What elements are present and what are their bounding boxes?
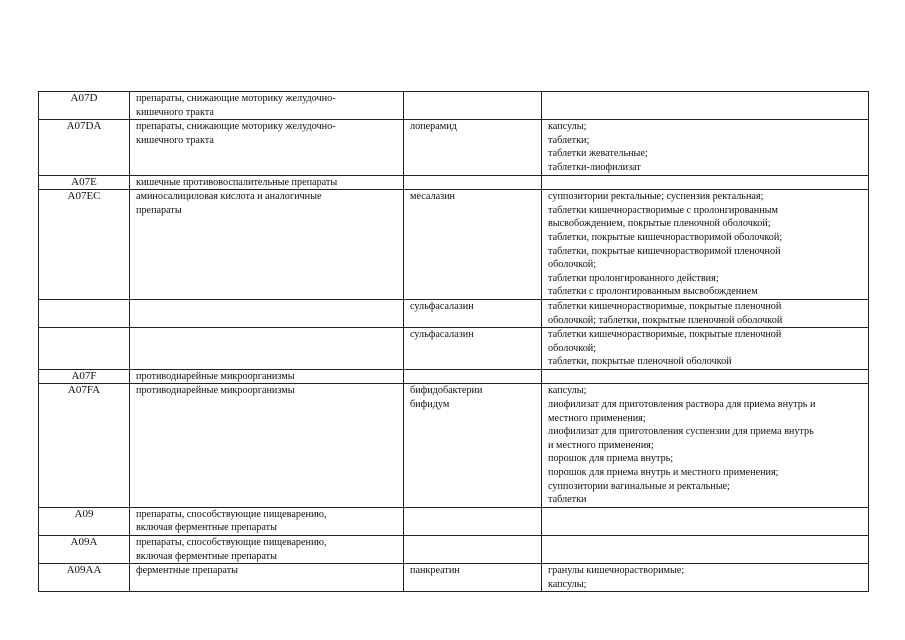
drug-name-cell	[404, 507, 542, 535]
dosage-forms-cell	[542, 536, 869, 564]
atc-code-cell: A07D	[39, 92, 130, 120]
atc-code-cell: A07F	[39, 369, 130, 384]
table-row	[39, 92, 869, 120]
dosage-forms-cell: таблетки кишечнорастворимые, покрытые пленочной оболочкой; таблетки, покрытые пленочной оболочкой	[542, 328, 869, 370]
atc-code-cell	[39, 328, 130, 370]
table-row	[39, 190, 869, 300]
pharmacological-group-cell: противодиарейные микроорганизмы	[130, 369, 404, 384]
dosage-forms-cell: суппозитории ректальные; суспензия ректальная; таблетки кишечнорастворимые с пролонгированным высвобождением, покрытые пленочной оболочкой; таблетки, покрытые кишечнорастворимой оболочкой; таблетки, покрытые кишечнорастворимой пленочной оболочкой; таблетки пролонгированного действия; таблетки с пролонгированным высвобождением	[542, 190, 869, 300]
drug-name-cell	[404, 175, 542, 190]
table-row	[39, 536, 869, 564]
pharmacological-group-cell	[130, 328, 404, 370]
dosage-forms-cell	[542, 507, 869, 535]
drug-name-cell: сульфасалазин	[404, 299, 542, 327]
drug-name-cell: месалазин	[404, 190, 542, 300]
drug-name-cell	[404, 92, 542, 120]
dosage-forms-cell: капсулы; таблетки; таблетки жевательные; таблетки-лиофилизат	[542, 120, 869, 175]
pharmacological-group-cell: препараты, способствующие пищеварению, включая ферментные препараты	[130, 536, 404, 564]
atc-code-cell: A09A	[39, 536, 130, 564]
table-row	[39, 384, 869, 507]
dosage-forms-cell: таблетки кишечнорастворимые, покрытые пленочной оболочкой; таблетки, покрытые пленочной оболочкой	[542, 299, 869, 327]
pharmacological-group-cell: препараты, снижающие моторику желудочно- кишечного тракта	[130, 120, 404, 175]
atc-code-cell: A09	[39, 507, 130, 535]
dosage-forms-cell	[542, 92, 869, 120]
pharmacological-group-cell: противодиарейные микроорганизмы	[130, 384, 404, 507]
dosage-forms-cell: капсулы; лиофилизат для приготовления раствора для приема внутрь и местного применения; лиофилизат для приготовления суспензии для приема внутрь и местного применения; порошок для приема внутрь; порошок для приема внутрь и местного применения; суппозитории вагинальные и ректальные; таблетки	[542, 384, 869, 507]
drug-name-cell: бифидобактерии бифидум	[404, 384, 542, 507]
drug-name-cell	[404, 369, 542, 384]
atc-code-cell: A07E	[39, 175, 130, 190]
atc-code-cell: A07FA	[39, 384, 130, 507]
table-row	[39, 564, 869, 592]
dosage-forms-cell: гранулы кишечнорастворимые; капсулы;	[542, 564, 869, 592]
pharmacological-group-cell	[130, 299, 404, 327]
drug-name-cell: лоперамид	[404, 120, 542, 175]
pharmacological-group-cell: препараты, способствующие пищеварению, включая ферментные препараты	[130, 507, 404, 535]
pharmacological-group-cell: кишечные противовоспалительные препараты	[130, 175, 404, 190]
pharmacological-group-cell: препараты, снижающие моторику желудочно- кишечного тракта	[130, 92, 404, 120]
drug-classification-table	[38, 91, 869, 592]
atc-code-cell: A09AA	[39, 564, 130, 592]
table-row	[39, 120, 869, 175]
dosage-forms-cell	[542, 175, 869, 190]
dosage-forms-cell	[542, 369, 869, 384]
atc-code-cell	[39, 299, 130, 327]
drug-name-cell: сульфасалазин	[404, 328, 542, 370]
atc-code-cell: A07DA	[39, 120, 130, 175]
drug-name-cell: панкреатин	[404, 564, 542, 592]
table-row	[39, 369, 869, 384]
table-row	[39, 507, 869, 535]
pharmacological-group-cell: аминосалициловая кислота и аналогичные препараты	[130, 190, 404, 300]
pharmacological-group-cell: ферментные препараты	[130, 564, 404, 592]
drug-name-cell	[404, 536, 542, 564]
table-row	[39, 328, 869, 370]
table-row	[39, 299, 869, 327]
table-row	[39, 175, 869, 190]
atc-code-cell: A07EC	[39, 190, 130, 300]
